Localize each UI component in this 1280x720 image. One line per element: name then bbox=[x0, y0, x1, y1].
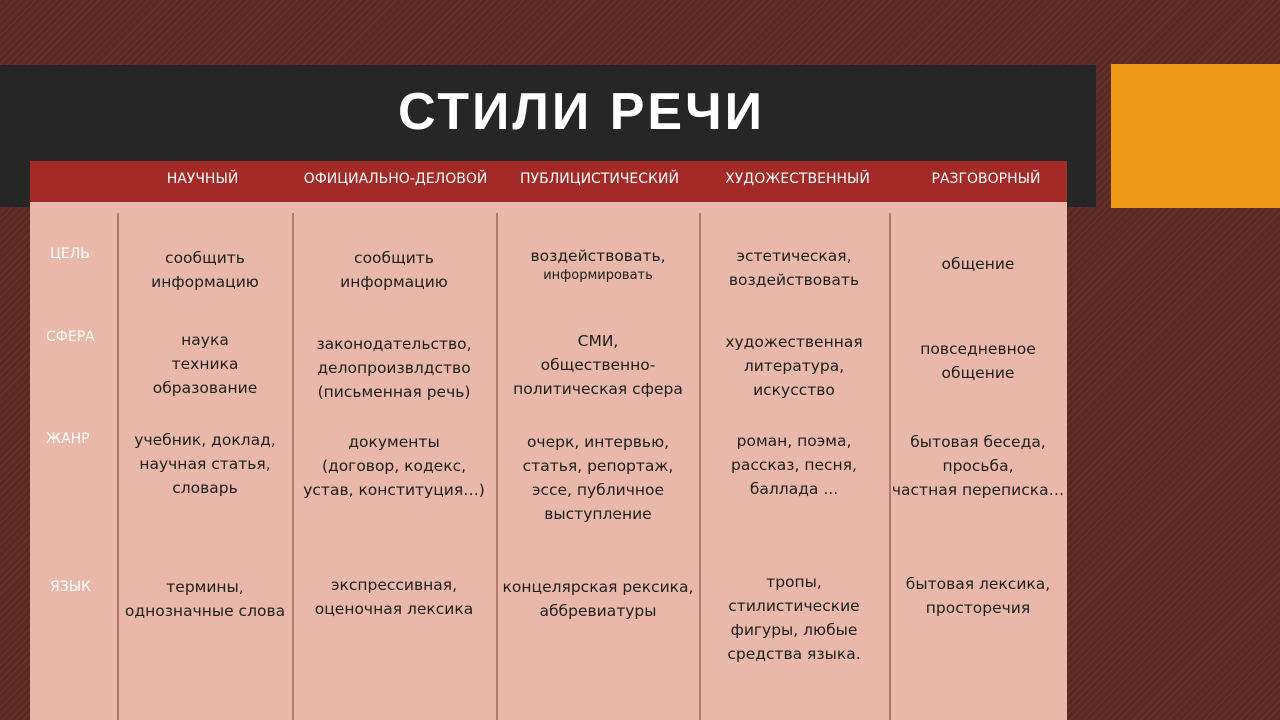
cell-language-scientific: термины, однозначные слова bbox=[124, 578, 286, 620]
table-header bbox=[30, 161, 1067, 202]
styles-table bbox=[30, 161, 1067, 720]
row-label-sphere: СФЕРА bbox=[46, 329, 95, 345]
column-divider bbox=[117, 213, 119, 720]
cell-goal-publicist: воздействовать, bbox=[530, 247, 666, 265]
cell-goal-scientific: сообщить информацию bbox=[151, 249, 259, 291]
column-header-publicist: ПУБЛИЦИСТИЧЕСКИЙ bbox=[520, 171, 679, 187]
cell-goal-official: сообщить информацию bbox=[340, 249, 448, 291]
cell-genre-official: документы (договор, кодекс, устав, конституция…) bbox=[303, 433, 485, 499]
cell-genre-scientific: учебник, доклад, научная статья, словарь bbox=[134, 431, 276, 497]
cell-language-artistic: тропы, стилистические фигуры, любые средства языка. bbox=[727, 573, 861, 663]
row-label-genre: ЖАНР bbox=[46, 431, 90, 447]
cell-goal-publicist-extra: информировать bbox=[543, 268, 653, 283]
cell-goal-colloquial: общение bbox=[941, 255, 1015, 273]
column-header-scientific: НАУЧНЫЙ bbox=[166, 171, 239, 187]
column-header-colloquial: РАЗГОВОРНЫЙ bbox=[931, 171, 1041, 187]
row-label-goal: ЦЕЛЬ bbox=[50, 246, 90, 262]
cell-language-colloquial: бытовая лексика, просторечия bbox=[905, 575, 1051, 617]
cell-language-official: экспрессивная, оценочная лексика bbox=[314, 576, 474, 618]
cell-goal-artistic: эстетическая, воздействовать bbox=[728, 247, 860, 289]
row-label-language: ЯЗЫК bbox=[50, 579, 91, 595]
cell-sphere-artistic: художественная литература, искусство bbox=[725, 333, 863, 399]
page-title: СТИЛИ РЕЧИ bbox=[398, 83, 765, 141]
cell-sphere-colloquial: повседневное общение bbox=[920, 340, 1036, 382]
cell-genre-colloquial: бытовая беседа, просьба, частная переписка… bbox=[891, 433, 1065, 499]
cell-sphere-publicist: СМИ, общественно- политическая сфера bbox=[513, 332, 683, 398]
column-header-artistic: ХУДОЖЕСТВЕННЫЙ bbox=[725, 171, 870, 187]
column-header-official: ОФИЦИАЛЬНО-ДЕЛОВОЙ bbox=[303, 171, 488, 187]
cell-genre-artistic: роман, поэма, рассказ, песня, баллада ... bbox=[731, 432, 857, 498]
cell-sphere-official: законодательство, делопроизвлдство (письменная речь) bbox=[316, 335, 472, 401]
cell-sphere-scientific: наука техника образование bbox=[152, 331, 258, 397]
accent-block bbox=[1111, 64, 1280, 208]
cell-language-publicist: концелярская рексика, аббревиатуры bbox=[502, 578, 694, 620]
cell-genre-publicist: очерк, интервью, статья, репортаж, эссе, публичное выступление bbox=[522, 433, 674, 523]
